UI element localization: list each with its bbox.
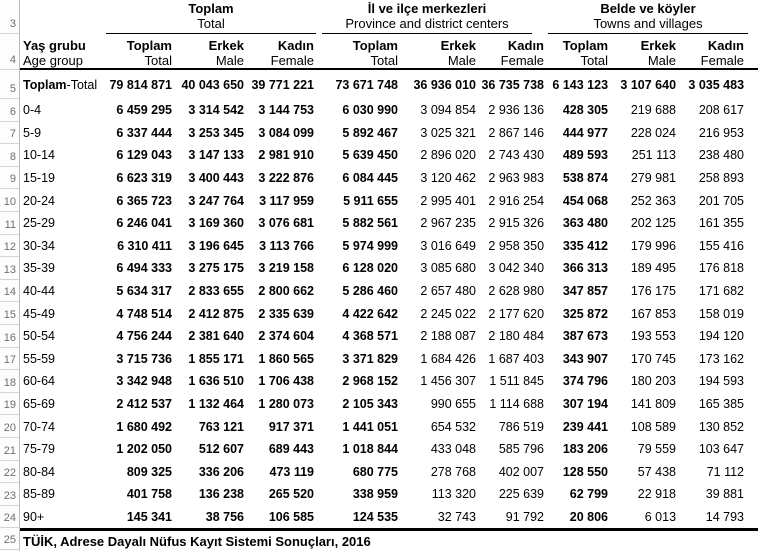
value-cell[interactable]: 3 094 854	[420, 103, 476, 118]
value-cell[interactable]: 473 119	[269, 464, 314, 479]
group-header-cell[interactable]	[104, 0, 318, 34]
value-cell[interactable]: 2 381 640	[188, 329, 244, 344]
value-cell[interactable]: 6 337 444	[116, 125, 172, 140]
value-cell[interactable]: 183 206	[562, 442, 609, 457]
value-cell[interactable]: 5 639 450	[342, 148, 398, 163]
value-cell[interactable]: 1 114 688	[489, 397, 545, 412]
value-cell[interactable]: 3 400 443	[188, 171, 244, 186]
row-number[interactable]: 6	[0, 99, 19, 122]
row-number[interactable]: 16	[0, 325, 19, 348]
total-value-cell[interactable]: 3 107 640	[620, 77, 677, 92]
value-cell[interactable]: 193 553	[630, 329, 677, 344]
value-cell[interactable]: 167 853	[630, 306, 677, 321]
column-header-cell[interactable]	[402, 34, 480, 70]
age-cell[interactable]: 90+	[23, 509, 45, 524]
table-row	[20, 393, 748, 416]
age-cell[interactable]: 0-4	[23, 103, 42, 118]
value-cell[interactable]: 3 085 680	[420, 261, 476, 276]
value-cell[interactable]: 1 687 403	[488, 351, 545, 366]
value-cell[interactable]: 278 768	[430, 464, 476, 479]
age-cell[interactable]: 80-84	[23, 464, 55, 479]
table-row	[20, 189, 748, 212]
cell-empty[interactable]	[20, 0, 104, 34]
value-cell[interactable]: 279 981	[630, 171, 677, 186]
value-cell[interactable]: 6 084 445	[342, 171, 398, 186]
value-cell[interactable]: 161 355	[698, 216, 745, 231]
row-number[interactable]: 4	[0, 34, 19, 70]
value-cell[interactable]: 2 968 152	[342, 374, 398, 389]
value-cell[interactable]: 3 042 340	[488, 261, 545, 276]
value-cell[interactable]: 585 796	[498, 442, 545, 457]
total-label-cell[interactable]	[20, 70, 104, 99]
value-cell[interactable]: 103 647	[698, 442, 745, 457]
value-cell[interactable]: 6 030 990	[342, 103, 398, 118]
group-header	[322, 1, 532, 34]
value-cell[interactable]: 216 953	[698, 125, 745, 140]
value-cell[interactable]: 680 775	[352, 464, 398, 479]
value-cell[interactable]: 433 048	[430, 442, 476, 457]
header-line-tr: Belde ve köyler	[600, 1, 696, 16]
column-header-cell[interactable]	[480, 34, 548, 70]
table-row	[20, 144, 748, 167]
table-bottom-rule	[20, 528, 758, 531]
header-line-tr: Toplam	[188, 1, 234, 16]
value-cell[interactable]: 2 958 350	[488, 238, 545, 253]
age-cell[interactable]: 60-64	[23, 374, 55, 389]
value-cell[interactable]: 2 105 343	[342, 397, 398, 412]
value-cell[interactable]: 2 916 254	[488, 193, 545, 208]
value-cell[interactable]: 2 743 430	[488, 148, 545, 163]
value-cell[interactable]: 2 188 087	[420, 329, 476, 344]
value-cell[interactable]: 252 363	[630, 193, 677, 208]
header-line-en: Total	[370, 53, 398, 68]
total-value-cell[interactable]: 6 143 123	[552, 77, 609, 92]
value-cell[interactable]: 1 855 171	[188, 351, 244, 366]
row-number[interactable]: 15	[0, 302, 19, 325]
value-cell[interactable]: 5 892 467	[342, 125, 398, 140]
value-cell[interactable]: 2 800 662	[258, 284, 314, 299]
total-value-cell[interactable]: 3 035 483	[688, 77, 745, 92]
value-cell[interactable]: 228 024	[630, 125, 677, 140]
value-cell[interactable]: 1 636 510	[188, 374, 244, 389]
table-row	[20, 99, 748, 122]
header-line-tr: Toplam	[562, 38, 609, 53]
value-cell[interactable]: 22 918	[637, 487, 677, 502]
source-note: TÜİK, Adrese Dayalı Nüfus Kayıt Sistemi Sonuçları, 2016	[23, 534, 371, 549]
group-header	[548, 1, 748, 34]
total-label-tr: Toplam	[23, 77, 67, 92]
value-cell[interactable]: 489 593	[562, 148, 609, 163]
total-value-cell[interactable]: 73 671 748	[335, 77, 398, 92]
table-row	[20, 370, 748, 393]
table-row	[20, 506, 748, 529]
value-cell[interactable]: 3 113 766	[259, 238, 314, 253]
value-cell[interactable]: 4 748 514	[116, 306, 172, 321]
table-row	[20, 438, 748, 461]
value-cell[interactable]: 336 206	[198, 464, 244, 479]
value-cell[interactable]: 2 180 484	[488, 329, 545, 344]
value-cell[interactable]: 219 688	[630, 103, 677, 118]
total-value-cell[interactable]: 79 814 871	[109, 77, 172, 92]
value-cell[interactable]: 38 756	[205, 509, 244, 524]
value-cell[interactable]: 3 025 321	[420, 125, 476, 140]
total-value-cell[interactable]: 36 936 010	[413, 77, 476, 92]
value-cell[interactable]: 1 706 438	[258, 374, 314, 389]
value-cell[interactable]: 6 013	[644, 509, 677, 524]
header-line-en: Total	[580, 53, 609, 68]
value-cell[interactable]: 1 280 073	[258, 397, 314, 412]
value-cell[interactable]: 366 313	[562, 261, 609, 276]
value-cell[interactable]: 130 852	[698, 419, 745, 434]
value-cell[interactable]: 1 860 565	[258, 351, 314, 366]
header-line-en: Province and district centers	[345, 16, 509, 31]
value-cell[interactable]: 3 253 345	[188, 125, 244, 140]
header-line-en: Female	[500, 53, 545, 68]
value-cell[interactable]: 363 480	[562, 216, 609, 231]
value-cell[interactable]: 1 018 844	[342, 442, 398, 457]
header-line-tr: Yaş grubu	[23, 38, 86, 53]
value-cell[interactable]: 113 320	[431, 487, 476, 502]
age-cell[interactable]: 35-39	[23, 261, 55, 276]
age-cell[interactable]: 85-89	[23, 487, 55, 502]
header-line-tr: Kadın	[507, 38, 545, 53]
value-cell[interactable]: 14 793	[705, 509, 745, 524]
header-line-en: Female	[270, 53, 314, 68]
header-line-en: Female	[700, 53, 745, 68]
value-cell[interactable]: 428 305	[562, 103, 609, 118]
total-value-cell[interactable]: 40 043 650	[181, 77, 244, 92]
group-header-cell[interactable]	[318, 0, 548, 34]
age-cell[interactable]: 65-69	[23, 397, 55, 412]
row-number[interactable]: 11	[0, 212, 19, 235]
value-cell[interactable]: 108 589	[630, 419, 677, 434]
group-header	[106, 1, 316, 34]
column-header-cell[interactable]	[612, 34, 680, 70]
value-cell[interactable]: 6 494 333	[116, 261, 172, 276]
value-cell[interactable]: 128 550	[562, 464, 609, 479]
value-cell[interactable]: 6 623 319	[116, 171, 172, 186]
row-number[interactable]: 19	[0, 393, 19, 416]
value-cell[interactable]: 2 335 639	[258, 306, 314, 321]
value-cell[interactable]: 79 559	[637, 442, 677, 457]
value-cell[interactable]: 2 936 136	[488, 103, 545, 118]
row-number[interactable]: 10	[0, 189, 19, 212]
header-line-tr: Toplam	[126, 38, 172, 53]
table-row	[20, 461, 748, 484]
value-cell[interactable]: 374 796	[562, 374, 609, 389]
value-cell[interactable]: 3 222 876	[258, 171, 314, 186]
value-cell[interactable]: 1 132 464	[188, 397, 244, 412]
value-cell[interactable]: 2 896 020	[420, 148, 476, 163]
age-cell[interactable]: 75-79	[23, 442, 55, 457]
value-cell[interactable]: 538 874	[562, 171, 609, 186]
row-number[interactable]: 25	[0, 528, 19, 550]
value-cell[interactable]: 6 129 043	[116, 148, 172, 163]
total-value-cell[interactable]: 36 735 738	[481, 77, 545, 92]
age-cell[interactable]: 45-49	[23, 306, 55, 321]
value-cell[interactable]: 201 705	[698, 193, 745, 208]
value-cell[interactable]: 3 016 649	[420, 238, 476, 253]
header-line-en: Towns and villages	[593, 16, 703, 31]
value-cell[interactable]: 654 532	[430, 419, 476, 434]
row-number[interactable]: 20	[0, 415, 19, 438]
row-number[interactable]: 22	[0, 461, 19, 484]
value-cell[interactable]: 3 247 764	[188, 193, 244, 208]
header-line-tr: Kadın	[707, 38, 745, 53]
value-cell[interactable]: 3 342 948	[116, 374, 172, 389]
header-line-tr: Erkek	[208, 38, 244, 53]
row-number[interactable]: 9	[0, 167, 19, 190]
row-number[interactable]: 8	[0, 144, 19, 167]
value-cell[interactable]: 225 639	[498, 487, 545, 502]
value-cell[interactable]: 3 275 175	[188, 261, 244, 276]
row-number[interactable]: 14	[0, 280, 19, 303]
table-row	[20, 257, 748, 280]
column-header-cell[interactable]	[176, 34, 248, 70]
value-cell[interactable]: 3 196 645	[188, 238, 244, 253]
value-cell[interactable]: 335 412	[562, 238, 609, 253]
value-cell[interactable]: 3 147 133	[188, 148, 244, 163]
value-cell[interactable]: 3 314 542	[188, 103, 244, 118]
row-number[interactable]: 3	[0, 0, 19, 34]
value-cell[interactable]: 5 974 999	[342, 238, 398, 253]
value-cell[interactable]: 194 120	[698, 329, 745, 344]
value-cell[interactable]: 171 682	[698, 284, 745, 299]
header-bottom-rule	[20, 68, 758, 70]
value-cell[interactable]: 2 657 480	[420, 284, 476, 299]
table-row	[20, 212, 748, 235]
value-cell[interactable]: 6 459 295	[116, 103, 172, 118]
value-cell[interactable]: 39 881	[705, 487, 745, 502]
value-cell[interactable]: 3 084 099	[258, 125, 314, 140]
value-cell[interactable]: 4 422 642	[342, 306, 398, 321]
value-cell[interactable]: 387 673	[562, 329, 609, 344]
value-cell[interactable]: 3 169 360	[188, 216, 244, 231]
value-cell[interactable]: 2 967 235	[420, 216, 476, 231]
column-header-cell[interactable]	[548, 34, 612, 70]
column-header-cell[interactable]	[318, 34, 402, 70]
value-cell[interactable]: 6 310 411	[117, 238, 172, 253]
value-cell[interactable]: 6 365 723	[116, 193, 172, 208]
value-cell[interactable]: 1 456 307	[420, 374, 476, 389]
value-cell[interactable]: 5 634 317	[116, 284, 172, 299]
value-cell[interactable]: 32 743	[437, 509, 476, 524]
age-cell[interactable]: 20-24	[23, 193, 55, 208]
row-number[interactable]: 17	[0, 348, 19, 371]
header-line-en: Male	[647, 53, 677, 68]
row-number[interactable]: 7	[0, 122, 19, 145]
value-cell[interactable]: 689 443	[268, 442, 314, 457]
value-cell[interactable]: 2 412 537	[116, 397, 172, 412]
value-cell[interactable]: 145 341	[126, 509, 172, 524]
table-row	[20, 348, 748, 371]
table-row	[20, 302, 748, 325]
table-row	[20, 167, 748, 190]
value-cell[interactable]: 3 120 462	[420, 171, 476, 186]
row-number[interactable]: 21	[0, 438, 19, 461]
value-cell[interactable]: 251 113	[631, 148, 677, 163]
value-cell[interactable]: 444 977	[562, 125, 609, 140]
age-cell[interactable]: 70-74	[23, 419, 55, 434]
value-cell[interactable]: 401 758	[126, 487, 172, 502]
row-number[interactable]: 13	[0, 257, 19, 280]
value-cell[interactable]: 454 068	[562, 193, 609, 208]
value-cell[interactable]: 57 438	[637, 464, 677, 479]
row-number-gutter	[0, 0, 20, 551]
value-cell[interactable]: 194 593	[698, 374, 745, 389]
value-cell[interactable]: 62 799	[569, 487, 609, 502]
header-line-en: Male	[215, 53, 244, 68]
table-row	[20, 122, 748, 145]
value-cell[interactable]: 325 872	[562, 306, 609, 321]
value-cell[interactable]: 141 809	[630, 397, 677, 412]
value-cell[interactable]: 5 911 655	[343, 193, 398, 208]
value-cell[interactable]: 990 655	[430, 397, 476, 412]
value-cell[interactable]: 2 915 326	[488, 216, 545, 231]
value-cell[interactable]: 2 177 620	[488, 306, 545, 321]
value-cell[interactable]: 2 981 910	[258, 148, 314, 163]
value-cell[interactable]: 202 125	[630, 216, 677, 231]
value-cell[interactable]: 1 202 050	[116, 442, 172, 457]
header-line-tr: İl ve ilçe merkezleri	[367, 1, 487, 16]
age-cell[interactable]: 15-19	[23, 171, 55, 186]
table-row	[20, 415, 748, 438]
column-header-cell[interactable]	[680, 34, 748, 70]
value-cell[interactable]: 170 745	[630, 351, 677, 366]
value-cell[interactable]: 3 117 959	[259, 193, 314, 208]
table-row	[20, 483, 748, 506]
total-row	[20, 70, 748, 99]
population-table	[20, 0, 748, 528]
value-cell[interactable]: 343 907	[562, 351, 609, 366]
value-cell[interactable]: 3 076 681	[258, 216, 314, 231]
header-line-en: Total	[197, 16, 225, 31]
value-cell[interactable]: 20 806	[569, 509, 609, 524]
age-cell[interactable]: 10-14	[23, 148, 55, 163]
header-line-tr: Kadın	[277, 38, 314, 53]
value-cell[interactable]: 1 684 426	[420, 351, 476, 366]
value-cell[interactable]: 2 374 604	[258, 329, 314, 344]
value-cell[interactable]: 238 480	[698, 148, 745, 163]
header-line-en: Total	[144, 53, 172, 68]
value-cell[interactable]: 239 441	[562, 419, 609, 434]
value-cell[interactable]: 106 585	[268, 509, 314, 524]
value-cell[interactable]: 763 121	[198, 419, 244, 434]
table-row	[20, 280, 748, 303]
row-number[interactable]: 24	[0, 506, 19, 529]
value-cell[interactable]: 124 535	[352, 509, 398, 524]
total-label-en: -Total	[66, 77, 98, 92]
header-line-en: Male	[447, 53, 476, 68]
value-cell[interactable]: 5 286 460	[342, 284, 398, 299]
value-cell[interactable]: 265 520	[268, 487, 314, 502]
header-line-tr: Erkek	[440, 38, 476, 53]
value-cell[interactable]: 5 882 561	[342, 216, 398, 231]
age-cell[interactable]: 5-9	[23, 125, 42, 140]
age-cell[interactable]: 50-54	[23, 329, 55, 344]
value-cell[interactable]: 6 128 020	[342, 261, 398, 276]
age-group-header-cell[interactable]	[20, 34, 104, 70]
value-cell[interactable]: 91 792	[505, 509, 545, 524]
row-number[interactable]: 18	[0, 370, 19, 393]
value-cell[interactable]: 136 238	[198, 487, 244, 502]
column-header-cell[interactable]	[104, 34, 176, 70]
value-cell[interactable]: 402 007	[498, 464, 545, 479]
value-cell[interactable]: 2 833 655	[188, 284, 244, 299]
age-cell[interactable]: 30-34	[23, 238, 55, 253]
value-cell[interactable]: 208 617	[698, 103, 745, 118]
value-cell[interactable]: 165 385	[698, 397, 745, 412]
value-cell[interactable]: 2 628 980	[488, 284, 545, 299]
value-cell[interactable]: 3 371 829	[342, 351, 398, 366]
group-header-cell[interactable]	[548, 0, 748, 34]
value-cell[interactable]: 176 175	[630, 284, 677, 299]
value-cell[interactable]: 2 412 875	[188, 306, 244, 321]
value-cell[interactable]: 338 959	[352, 487, 398, 502]
row-number[interactable]: 5	[0, 70, 19, 99]
age-cell[interactable]: 40-44	[23, 284, 55, 299]
value-cell[interactable]: 71 112	[706, 464, 745, 479]
row-number[interactable]: 12	[0, 235, 19, 258]
value-cell[interactable]: 155 416	[698, 238, 745, 253]
value-cell[interactable]: 307 194	[562, 397, 609, 412]
header-line-tr: Toplam	[352, 38, 398, 53]
table-row	[20, 235, 748, 258]
header-line-en: Age group	[23, 53, 83, 68]
value-cell[interactable]: 176 818	[698, 261, 745, 276]
header-line-tr: Erkek	[640, 38, 677, 53]
column-header-cell[interactable]	[248, 34, 318, 70]
table-row	[20, 325, 748, 348]
value-cell[interactable]: 4 368 571	[342, 329, 398, 344]
value-cell[interactable]: 258 893	[698, 171, 745, 186]
value-cell[interactable]: 786 519	[498, 419, 545, 434]
value-cell[interactable]: 3 144 753	[258, 103, 314, 118]
value-cell[interactable]: 4 756 244	[116, 329, 172, 344]
value-cell[interactable]: 2 995 401	[420, 193, 476, 208]
value-cell[interactable]: 158 019	[698, 306, 745, 321]
value-cell[interactable]: 180 203	[630, 374, 677, 389]
value-cell[interactable]: 179 996	[630, 238, 677, 253]
value-cell[interactable]: 3 715 736	[116, 351, 172, 366]
age-cell[interactable]: 25-29	[23, 216, 55, 231]
value-cell[interactable]: 347 857	[562, 284, 609, 299]
value-cell[interactable]: 2 245 022	[420, 306, 476, 321]
row-number[interactable]: 23	[0, 483, 19, 506]
value-cell[interactable]: 3 219 158	[258, 261, 314, 276]
value-cell[interactable]: 2 963 983	[488, 171, 545, 186]
value-cell[interactable]: 512 607	[198, 442, 244, 457]
table-area	[20, 0, 758, 551]
value-cell[interactable]: 1 680 492	[116, 419, 172, 434]
value-cell[interactable]: 917 371	[268, 419, 314, 434]
age-cell[interactable]: 55-59	[23, 351, 55, 366]
value-cell[interactable]: 6 246 041	[116, 216, 172, 231]
value-cell[interactable]: 1 511 845	[489, 374, 545, 389]
value-cell[interactable]: 809 325	[126, 464, 172, 479]
total-value-cell[interactable]: 39 771 221	[251, 77, 314, 92]
value-cell[interactable]: 1 441 051	[342, 419, 398, 434]
value-cell[interactable]: 189 495	[630, 261, 677, 276]
value-cell[interactable]: 2 867 146	[488, 125, 545, 140]
value-cell[interactable]: 173 162	[698, 351, 745, 366]
